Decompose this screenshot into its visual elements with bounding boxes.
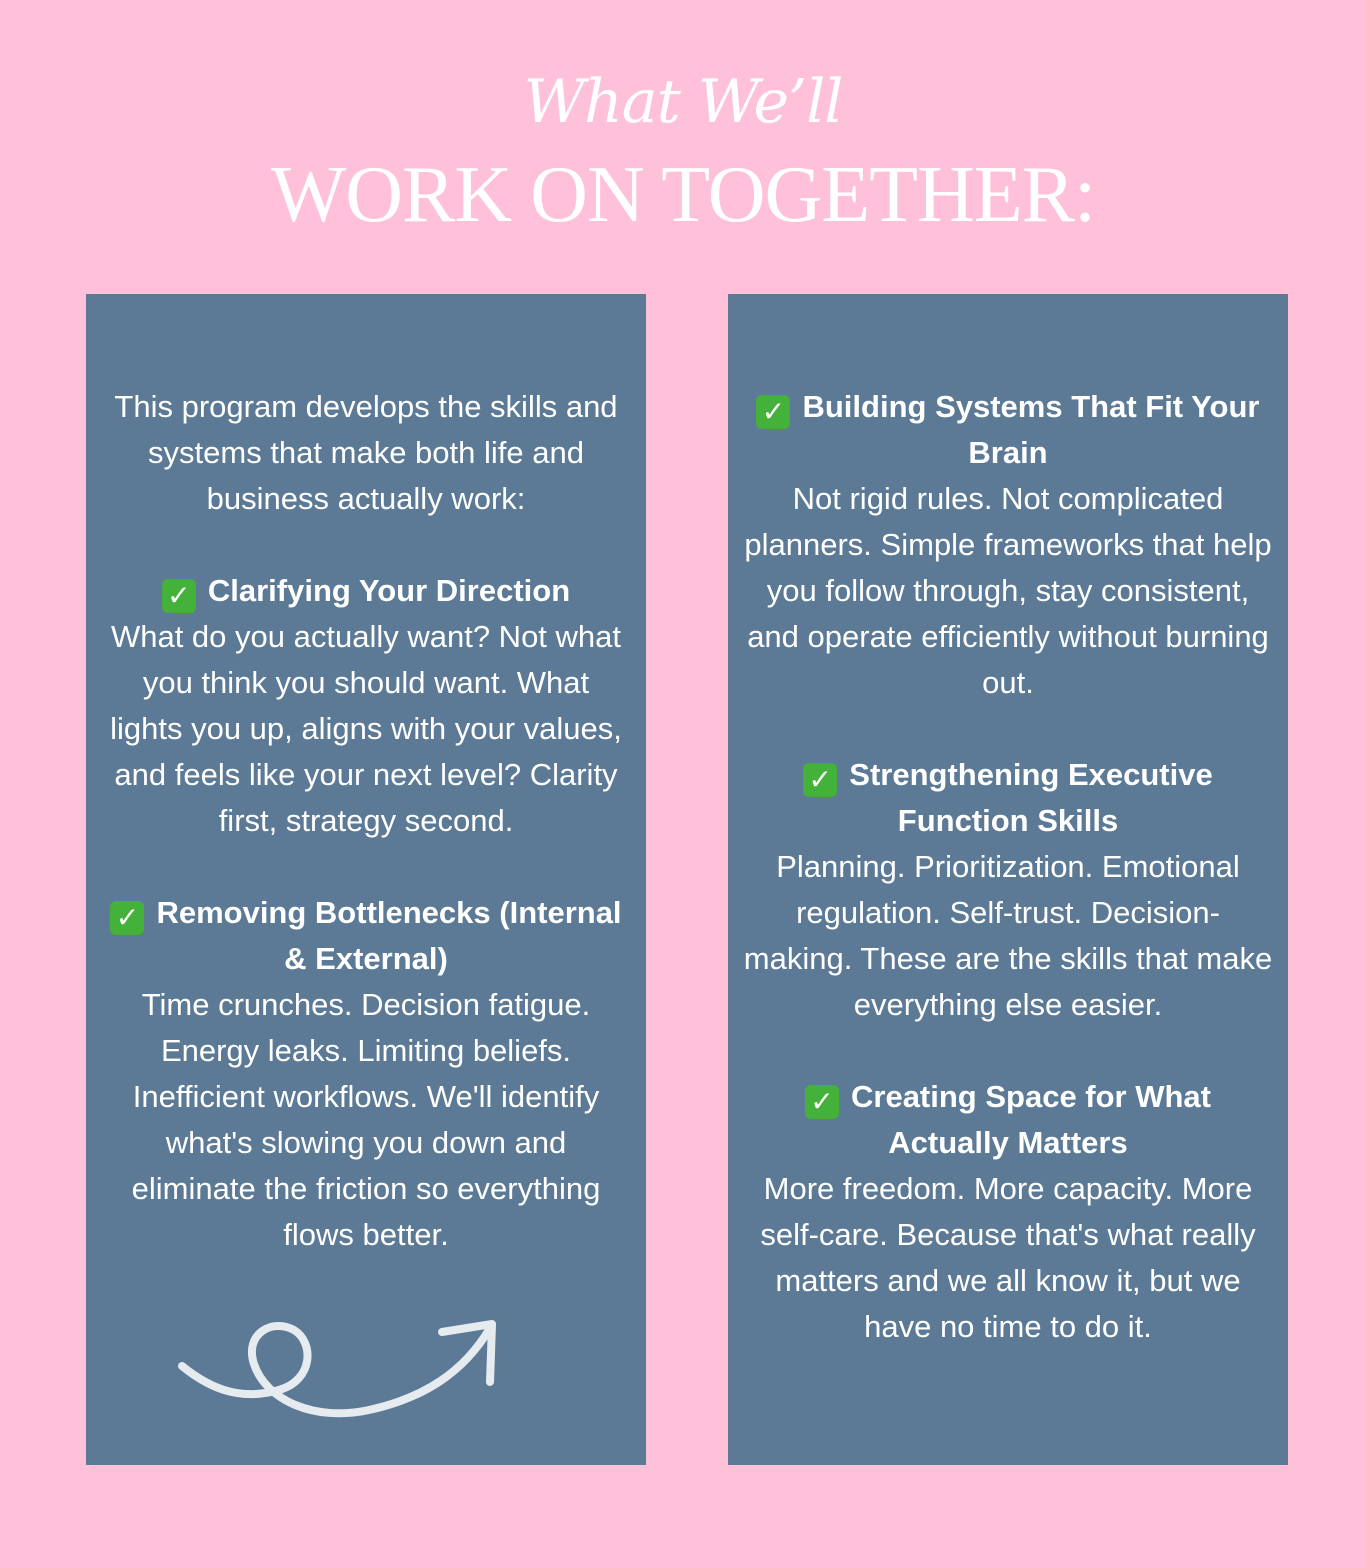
heading-script: What We’ll (523, 67, 843, 137)
checkmark-icon: ✓ (803, 763, 837, 797)
section-title: Strengthening Executive Function Skills (849, 757, 1213, 838)
section-building-systems (742, 384, 1274, 706)
section-clarifying-direction (110, 568, 622, 844)
section-title-row (742, 384, 1274, 476)
section-title-row (742, 752, 1274, 844)
section-title: Building Systems That Fit Your Brain (802, 389, 1260, 470)
right-panel-content (728, 384, 1288, 1396)
heading-title: WORK ON TOGETHER: (270, 151, 1096, 239)
section-title: Creating Space for What Actually Matters (851, 1079, 1211, 1160)
section-title: Clarifying Your Direction (207, 573, 571, 608)
curly-arrow-icon (174, 1312, 504, 1432)
section-body: Time crunches. Decision fatigue. Energy leaks. Limiting beliefs. Inefficient workflows. We'll identify what's slowing you down and eliminate the friction so everything flows better. (131, 987, 601, 1252)
section-removing-bottlenecks (110, 890, 622, 1258)
section-title-row (110, 890, 622, 982)
intro-text: This program develops the skills and systems that make both life and business actually work: (114, 389, 618, 516)
checkmark-icon: ✓ (756, 395, 790, 429)
section-executive-function (742, 752, 1274, 1028)
section-title: Removing Bottlenecks (Internal & External) (156, 895, 622, 976)
section-body: What do you actually want? Not what you think you should want. What lights you up, aligns with your values, and feels like your next level? Clarity first, strategy second. (110, 619, 622, 838)
section-body: Not rigid rules. Not complicated planners. Simple frameworks that help you follow through, stay consistent, and operate efficiently without burning out. (744, 481, 1272, 700)
section-body: More freedom. More capacity. More self-care. Because that's what really matters and we all know it, but we have no time to do it. (760, 1171, 1256, 1344)
section-title-row (110, 568, 622, 614)
right-panel (728, 294, 1288, 1465)
section-creating-space (742, 1074, 1274, 1350)
section-title-row (742, 1074, 1274, 1166)
left-panel-content (86, 384, 646, 1304)
checkmark-icon: ✓ (805, 1085, 839, 1119)
section-body: Planning. Prioritization. Emotional regulation. Self-trust. Decision-making. These are the skills that make everything else easier. (743, 849, 1273, 1022)
checkmark-icon: ✓ (162, 579, 196, 613)
left-panel (86, 294, 646, 1465)
checkmark-icon: ✓ (110, 901, 144, 935)
